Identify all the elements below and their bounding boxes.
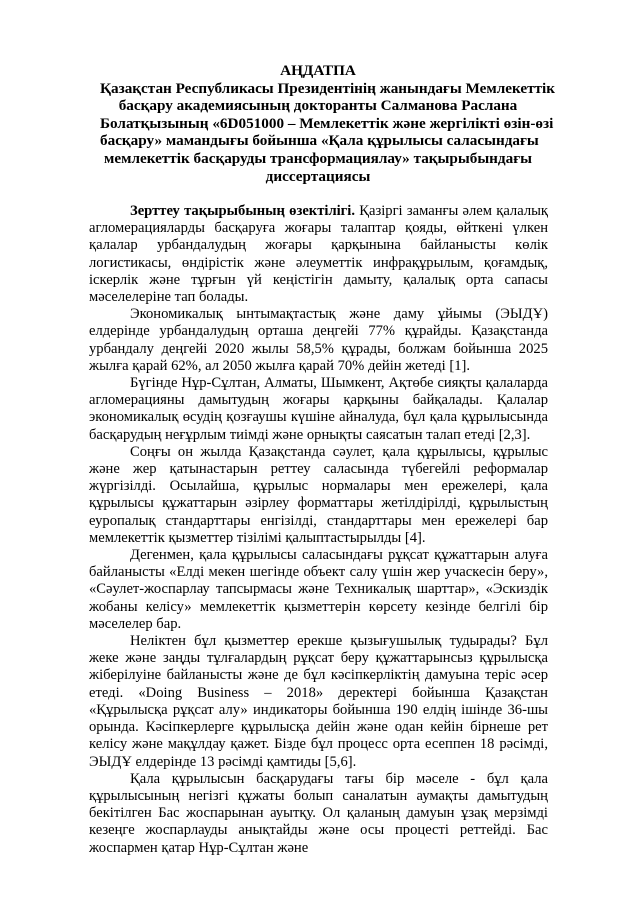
paragraph-master-plan: Қала құрылысын басқарудағы тағы бір мәселе - бұл қала құрылысының негізгі құжаты болып саналатын аумақты дамытудың бекітілген Бас жоспарынан ауытқу. Ол қаланың дамуын ұзақ мерзімді кезеңге жоспарлауды анықтайды және осы процесті реттейді. Бас жоспармен қатар Нұр-Сұлтан және <box>89 770 548 856</box>
paragraph-doing-business: Неліктен бұл қызметтер ерекше қызығушылық тудырады? Бұл жеке және заңды тұлғалардың рұқсат беру құжаттарынсыз құрылысқа жіберілуіне байланысты және де бұл кәсіпкерліктің дамуына теріс әсер етеді. «Doing Business – 2018» деректері бойынша Қазақстан «Құрылысқа рұқсат алу» индикаторы бойынша 190 елдің ішінде 36-шы орында. Кәсіпкерлерге құрылысқа дейін және одан кейін бірнеше рет келісу және мақұлдау қажет. Бізде бұл процесс орта есеппен 18 рәсімді, ЭЫДҰ елдерінде 13 рәсімді қамтиды [5,6]. <box>89 633 548 770</box>
title-line: басқару академиясының докторанты Салманова Раслана <box>118 97 518 115</box>
paragraph-reforms: Соңғы он жылда Қазақстанда сәулет, қала құрылысы, құрылыс және жер қатынастарын реттеу саласында түбегейлі реформалар жүргізілді. Осылайша, құрылыс нормалары мен ережелері, қала құрылысы құжаттарын әзірлеу форматтары жетілдірілді, құрылыстың еуропалық стандарттары енгізілді, стандарттары мен ережелері бар мемлекеттік қызметтер тізілімі қалыптастырылды [4]. <box>89 443 548 546</box>
title-line: мемлекеттік басқаруды трансформациялау» тақырыбындағы <box>104 149 532 167</box>
relevance-text: Қазіргі заманғы әлем қалалық агломерацияларды басқаруға жоғары талаптар қояды, өйткені үлкен қалалар урбандалудың жоғары қарқынына байланысты көлік логистикасы, өндірістік және әлеуметтік инфрақұрылым, қоғамдық, іскерлік және тұрғын үй кеңістігін дамыту, қалалық орта сапасы мәселелеріне тап болады. <box>89 203 548 306</box>
relevance-lead: Зерттеу тақырыбының өзектілігі. <box>130 203 356 219</box>
title-line: Болатқызының «6D051000 – Мемлекеттік және жергілікті өзін-өзі <box>100 114 554 132</box>
title-line: Қазақстан Республикасы Президентінің жанындағы Мемлекеттік <box>100 79 555 97</box>
abstract-title <box>100 62 555 185</box>
title-line: басқару» мамандығы бойынша «Қала құрылысы саласындағы <box>100 132 539 150</box>
title-line: диссертациясы <box>265 167 371 185</box>
paragraph-agglomeration: Бүгінде Нұр-Сұлтан, Алматы, Шымкент, Ақтөбе сияқты қалаларда агломерацияны дамытудың жоғары қарқыны байқалады. Қалалар экономикалық өсудің қозғаушы күшіне айналуда, бұл қала құрылысында басқарудың неғұрлым тиімді және орнықты саясатын талап етеді [2,3]. <box>89 375 548 443</box>
paragraph-relevance <box>89 203 548 306</box>
abstract-body <box>89 203 548 857</box>
paragraph-urbanization: Экономикалық ынтымақтастық және даму ұйымы (ЭЫДҰ) елдерінде урбандалудың орташа деңгейі 77% құрайды. Қазақстанда урбандалу деңгейі 2020 жылы 58,5% құрады, болжам бойынша 2025 жылға қарай 62%, ал 2050 жылға қарай 70% дейін жетеді [1]. <box>89 306 548 374</box>
abstract-heading: АҢДАТПА <box>280 62 356 79</box>
paragraph-permits: Дегенмен, қала құрылысы саласындағы рұқсат құжаттарын алуға байланысты «Елді мекен шегінде объект салу үшін жер учаскесін беру», «Сәулет-жоспарлау тапсырмасы және Техникалық шарттар», «Эскиздік жобаны келісу» мемлекеттік қызметтерін көрсету кезінде белгілі бір мәселелер бар. <box>89 547 548 632</box>
